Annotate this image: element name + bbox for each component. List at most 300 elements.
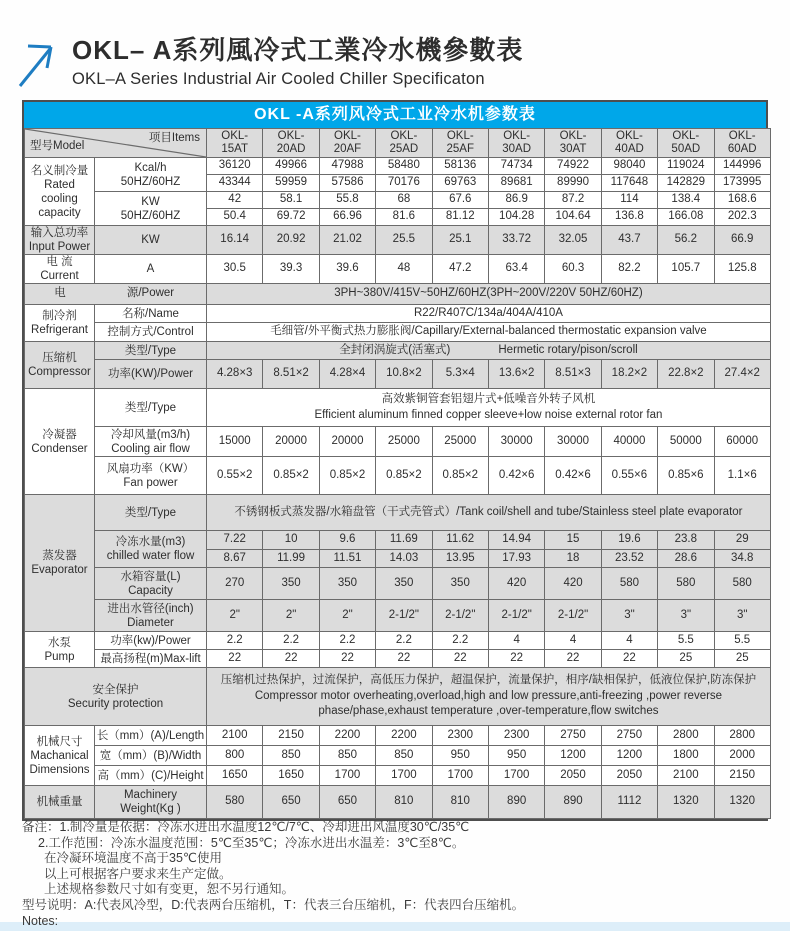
row-label [25, 158, 95, 226]
text-line: 高（mm）(C)/Height [97, 769, 204, 782]
value-cell: 350 [376, 568, 432, 600]
value-cell: 1200 [545, 746, 601, 766]
text-line: cooling [41, 192, 78, 205]
row-label [25, 305, 95, 342]
model-prefix: OKL- [559, 130, 587, 142]
page-header [14, 30, 523, 90]
value-cell: 0.85×2 [263, 457, 319, 495]
model-code: 20AD [276, 143, 306, 155]
value-cell: 580 [658, 568, 714, 600]
text-line: 50HZ/60HZ [120, 209, 181, 222]
value-cell: 810 [376, 786, 432, 819]
value-cell: 4 [601, 632, 657, 650]
model-code: 30AT [559, 143, 587, 155]
text-line: 冷凝器 [42, 428, 77, 441]
value-cell: 144996 [714, 158, 770, 175]
value-cell: 2200 [376, 726, 432, 746]
value-cell: 8.51×2 [263, 360, 319, 389]
text-line: Fan power [123, 476, 178, 489]
note-line: 型号说明：A:代表风冷型，D:代表两台压缩机，T：代表三台压缩机，F：代表四台压缩机。 [22, 897, 525, 912]
value-cell: 850 [376, 746, 432, 766]
model-prefix: OKL- [728, 130, 756, 142]
value-cell: 25.1 [432, 226, 488, 255]
value-cell: 2-1/2" [488, 600, 544, 632]
value-cell: 22 [263, 650, 319, 668]
value-cell: 136.8 [601, 209, 657, 226]
model-header-cell [488, 129, 544, 158]
value-cell: 117648 [601, 175, 657, 192]
value-cell: 69.72 [263, 209, 319, 226]
value-cell: 2750 [601, 726, 657, 746]
text-line: 名义制冷量 [30, 164, 89, 177]
corner-model-label: 型号Model [30, 140, 85, 153]
value-cell: 49966 [263, 158, 319, 175]
value-cell: 2100 [658, 766, 714, 786]
value-cell: 47988 [319, 158, 375, 175]
text-line: Compressor motor overheating,overload,high and low pressure,anti-freezing ,power reverse [254, 689, 723, 702]
note-line: 以上可根据客户要求来生产定做。 [44, 866, 232, 881]
value-cell: 60000 [714, 427, 770, 457]
value-cell: 350 [432, 568, 488, 600]
text-line: 水泵 [48, 636, 71, 649]
page-title-block [72, 30, 523, 89]
value-cell: 20000 [263, 427, 319, 457]
value-cell: 950 [432, 746, 488, 766]
value-cell: 20.92 [263, 226, 319, 255]
model-prefix: OKL- [277, 130, 305, 142]
value-cell: 33.72 [488, 226, 544, 255]
value-cell: 22 [488, 650, 544, 668]
value-cell: 68 [376, 192, 432, 209]
value-cell: 2.2 [432, 632, 488, 650]
text-line: Cooling air flow [111, 442, 190, 455]
text-line: Current [40, 270, 79, 282]
value-cell: 0.55×6 [601, 457, 657, 495]
value-cell: 22 [601, 650, 657, 668]
value-cell: 43344 [207, 175, 263, 192]
value-cell: 21.02 [319, 226, 375, 255]
value-cell: 1650 [263, 766, 319, 786]
corner-items-label: 项目Items [148, 132, 200, 144]
value-cell: 2100 [207, 726, 263, 746]
value-cell: 89990 [545, 175, 601, 192]
value-cell: 66.9 [714, 226, 770, 255]
value-cell: 850 [319, 746, 375, 766]
text-line: 名称/Name [122, 307, 179, 320]
value-cell: 10 [263, 531, 319, 550]
table-banner: OKL -A系列风冷式工业冷水机参数表 [24, 102, 766, 128]
row-label-part: 源/Power [126, 287, 175, 300]
page-subtitle: OKL–A Series Industrial Air Cooled Chiller Specificaton [72, 70, 485, 88]
value-cell: 50.4 [207, 209, 263, 226]
value-cell: 810 [432, 786, 488, 819]
span-value-cell [207, 305, 771, 323]
value-cell: 58480 [376, 158, 432, 175]
model-header-cell [207, 129, 263, 158]
value-cell: 4.28×3 [207, 360, 263, 389]
value-cell: 2-1/2" [376, 600, 432, 632]
value-cell: 39.3 [263, 255, 319, 284]
item-label [95, 568, 207, 600]
note-line: Notes: [22, 913, 59, 928]
value-cell: 66.96 [319, 209, 375, 226]
text-line: 不锈钢板式蒸发器/水箱盘管（干式壳管式）/Tank coil/shell and tube/Stainless steel plate evaporator [234, 505, 743, 518]
text-line: Condenser [31, 442, 88, 455]
value-cell: 55.8 [319, 192, 375, 209]
value-cell: 69763 [432, 175, 488, 192]
text-line: 高效紫铜管套铝翅片式+低噪音外转子风机 [381, 393, 596, 405]
text-line: KW [141, 234, 160, 246]
value-cell: 168.6 [714, 192, 770, 209]
text-line: 功率(kw)/Power [110, 634, 191, 647]
text-line: 安全保护 [92, 683, 139, 696]
item-label [95, 158, 207, 192]
value-cell: 2.2 [263, 632, 319, 650]
text-line: 水箱容量(L) [120, 570, 181, 583]
value-cell: 5.3×4 [432, 360, 488, 389]
value-cell: 17.93 [488, 550, 544, 568]
value-cell: 86.9 [488, 192, 544, 209]
value-cell: 350 [263, 568, 319, 600]
value-cell: 19.6 [601, 531, 657, 550]
text-line: 输入总功率 [30, 227, 89, 239]
value-cell: 2800 [714, 726, 770, 746]
value-cell: 4.28×4 [319, 360, 375, 389]
model-code: 15AT [221, 143, 249, 155]
value-cell: 29 [714, 531, 770, 550]
row-label-part: 电 [54, 287, 66, 300]
value-cell: 0.85×2 [376, 457, 432, 495]
value-cell: 1320 [658, 786, 714, 819]
value-cell: 1700 [432, 766, 488, 786]
text-line: Security protection [67, 697, 164, 710]
value-cell: 4 [488, 632, 544, 650]
text-line: 风扇功率（KW） [106, 462, 195, 475]
value-cell: 580 [207, 786, 263, 819]
value-cell: 11.51 [319, 550, 375, 568]
model-code: 25AF [446, 143, 474, 155]
value-cell: 18.2×2 [601, 360, 657, 389]
item-label [95, 305, 207, 323]
value-cell: 43.7 [601, 226, 657, 255]
value-cell: 42 [207, 192, 263, 209]
model-prefix: OKL- [221, 130, 249, 142]
model-code: 60AD [727, 143, 757, 155]
value-cell: 580 [601, 568, 657, 600]
value-cell: 142829 [658, 175, 714, 192]
value-cell: 0.55×2 [207, 457, 263, 495]
value-cell: 2.2 [207, 632, 263, 650]
value-cell: 850 [263, 746, 319, 766]
value-cell: 114 [601, 192, 657, 209]
value-cell: 7.22 [207, 531, 263, 550]
value-cell: 20000 [319, 427, 375, 457]
item-label [95, 427, 207, 457]
value-cell: 0.42×6 [488, 457, 544, 495]
value-cell: 81.12 [432, 209, 488, 226]
value-cell: 2750 [545, 726, 601, 746]
item-label [95, 766, 207, 786]
value-cell: 119024 [658, 158, 714, 175]
model-prefix: OKL- [446, 130, 474, 142]
value-cell: 36120 [207, 158, 263, 175]
span-value-cell [207, 389, 771, 427]
value-cell: 47.2 [432, 255, 488, 284]
value-cell: 0.85×2 [319, 457, 375, 495]
row-label [25, 226, 95, 255]
value-cell: 59959 [263, 175, 319, 192]
value-cell: 74734 [488, 158, 544, 175]
text-line: 控制方式/Control [107, 326, 194, 338]
value-cell: 420 [545, 568, 601, 600]
model-header-cell [263, 129, 319, 158]
text-line: 全封闭涡旋式(活塞式) [339, 343, 451, 356]
item-label [95, 786, 207, 819]
value-cell: 39.6 [319, 255, 375, 284]
value-cell: 23.52 [601, 550, 657, 568]
text-line: Pump [44, 650, 75, 663]
value-cell: 1112 [601, 786, 657, 819]
value-cell: 580 [714, 568, 770, 600]
value-cell: 15000 [207, 427, 263, 457]
model-code: 20AF [333, 143, 362, 155]
spec-table-wrap [22, 100, 768, 821]
value-cell: 2" [319, 600, 375, 632]
item-label [95, 600, 207, 632]
row-label [25, 284, 207, 305]
page-title: OKL– A系列風冷式工業冷水機參數表 [72, 35, 524, 65]
value-cell: 14.94 [488, 531, 544, 550]
text-line: 类型/Type [124, 401, 177, 414]
note-line: 在冷凝环境温度不高于35℃使用 [44, 851, 222, 866]
model-prefix: OKL- [390, 130, 418, 142]
value-cell: 2" [207, 600, 263, 632]
text-line: 蒸发器 [42, 550, 77, 562]
value-cell: 16.14 [207, 226, 263, 255]
text-line: 电 流 [46, 256, 73, 268]
value-cell: 11.69 [376, 531, 432, 550]
text-line: Compressor [28, 366, 91, 378]
row-label [25, 786, 95, 819]
value-cell: 138.4 [658, 192, 714, 209]
value-cell: 1650 [207, 766, 263, 786]
spec-table [24, 128, 771, 819]
text-line: 最高扬程(m)Max-lift [100, 652, 201, 665]
text-line: KW [141, 195, 160, 208]
text-line: Diameter [127, 616, 174, 629]
text-line: 机械重量 [36, 796, 83, 808]
value-cell: 104.28 [488, 209, 544, 226]
text-line: Efficient aluminum finned copper sleeve+low noise external rotor fan [314, 408, 663, 421]
row-label [25, 726, 95, 786]
text-line: 长（mm）(A)/Length [96, 729, 205, 742]
value-cell: 11.62 [432, 531, 488, 550]
span-value-cell [207, 668, 771, 726]
value-cell: 11.99 [263, 550, 319, 568]
span-value-cell [207, 495, 771, 531]
model-header-cell [714, 129, 770, 158]
value-cell: 1700 [376, 766, 432, 786]
value-cell: 58.1 [263, 192, 319, 209]
text-line: Capacity [128, 584, 173, 597]
text-line: phase/phase,exhaust temperature ,over-temperature,flow switches [318, 705, 659, 718]
value-cell: 22 [376, 650, 432, 668]
value-cell: 3" [601, 600, 657, 632]
value-cell: 57586 [319, 175, 375, 192]
value-cell: 25000 [376, 427, 432, 457]
model-prefix: OKL- [672, 130, 700, 142]
value-cell: 22.8×2 [658, 360, 714, 389]
value-cell: 8.67 [207, 550, 263, 568]
text-line: Dimensions [29, 763, 90, 776]
text-line: 类型/Type [124, 344, 177, 357]
text-line: 机械尺寸 [36, 735, 83, 748]
value-cell: 125.8 [714, 255, 770, 284]
value-cell: 890 [488, 786, 544, 819]
value-cell: 2.2 [319, 632, 375, 650]
text-line: 冷冻水量(m3) [115, 536, 186, 548]
value-cell: 420 [488, 568, 544, 600]
value-cell: 890 [545, 786, 601, 819]
model-code: 40AD [615, 143, 644, 155]
value-cell: 270 [207, 568, 263, 600]
text-line: A [146, 263, 155, 275]
item-label [95, 323, 207, 342]
value-cell: 30.5 [207, 255, 263, 284]
model-header-cell [545, 129, 601, 158]
value-cell: 22 [319, 650, 375, 668]
value-cell: 10.8×2 [376, 360, 432, 389]
value-cell: 60.3 [545, 255, 601, 284]
value-cell: 28.6 [658, 550, 714, 568]
text-line: Weight(Kg ) [120, 803, 181, 815]
value-cell: 87.2 [545, 192, 601, 209]
text-line: 压缩机过热保护，过流保护，高低压力保护，超温保护，流量保护，相序/缺相保护，低液位保护,防冻保护 [220, 674, 757, 687]
value-cell: 1.1×6 [714, 457, 770, 495]
value-cell: 1800 [658, 746, 714, 766]
item-label [95, 389, 207, 427]
value-cell: 2050 [545, 766, 601, 786]
note-line: 上述规格参数尺寸如有变更，恕不另行通知。 [44, 882, 295, 897]
item-label [95, 226, 207, 255]
span-value-cell [207, 342, 771, 360]
text-line: chilled water flow [106, 550, 195, 562]
value-cell: 650 [263, 786, 319, 819]
value-cell: 800 [207, 746, 263, 766]
value-cell: 2150 [714, 766, 770, 786]
value-cell: 2" [263, 600, 319, 632]
note-line: 2.工作范围：冷冻水温度范围：5℃至35℃；冷冻水进出水温差：3℃至8℃。 [38, 835, 465, 850]
value-cell: 25 [658, 650, 714, 668]
value-cell: 1320 [714, 786, 770, 819]
value-cell: 25 [714, 650, 770, 668]
value-cell: 1700 [488, 766, 544, 786]
value-cell: 2300 [488, 726, 544, 746]
value-cell: 2.2 [376, 632, 432, 650]
value-cell: 173995 [714, 175, 770, 192]
value-cell: 81.6 [376, 209, 432, 226]
item-label [95, 457, 207, 495]
item-label [95, 192, 207, 226]
item-label [95, 632, 207, 650]
text-line: Refrigerant [31, 324, 88, 336]
value-cell: 650 [319, 786, 375, 819]
item-label [95, 726, 207, 746]
item-label [95, 255, 207, 284]
text-line: capacity [38, 206, 81, 219]
value-cell: 2-1/2" [432, 600, 488, 632]
text-line: Hermetic rotary/pison/scroll [498, 343, 638, 356]
value-cell: 3" [714, 600, 770, 632]
model-header-cell [319, 129, 375, 158]
value-cell: 4 [545, 632, 601, 650]
span-value-cell [207, 323, 771, 342]
text-line: R22/R407C/134a/404A/410A [413, 306, 563, 319]
text-line: 宽（mm）(B)/Width [99, 749, 202, 762]
value-cell: 22 [207, 650, 263, 668]
text-line: Machanical [30, 749, 89, 762]
note-line: 备注：1.制冷量是依据：冷冻水进出水温度12℃/7℃、冷却进出风温度30℃/35℃ [22, 820, 470, 834]
row-label [25, 495, 95, 632]
text-line: 压缩机 [42, 352, 77, 364]
value-cell: 1200 [601, 746, 657, 766]
value-cell: 2200 [319, 726, 375, 746]
value-cell: 2150 [263, 726, 319, 746]
value-cell: 0.85×6 [658, 457, 714, 495]
row-label [25, 342, 95, 389]
model-code: 50AD [671, 143, 701, 155]
value-cell: 2000 [714, 746, 770, 766]
text-line: 制冷剂 [42, 310, 77, 322]
item-label [95, 495, 207, 531]
value-cell: 2-1/2" [545, 600, 601, 632]
model-header-cell [601, 129, 657, 158]
notes-block [22, 820, 766, 929]
item-label [95, 360, 207, 389]
text-line: 功率(KW)/Power [108, 368, 193, 380]
value-cell: 74922 [545, 158, 601, 175]
text-line: 毛细管/外平衡式热力膨胀阀/Capillary/External-balanced thermostatic expansion valve [270, 325, 707, 338]
text-line: 50HZ/60HZ [120, 175, 181, 188]
value-cell: 50000 [658, 427, 714, 457]
value-cell: 70176 [376, 175, 432, 192]
value-cell: 8.51×3 [545, 360, 601, 389]
model-header-cell [432, 129, 488, 158]
value-cell: 32.05 [545, 226, 601, 255]
text-line: 进出水管径(inch) [107, 602, 194, 615]
value-cell: 202.3 [714, 209, 770, 226]
value-cell: 13.95 [432, 550, 488, 568]
text-line: Input Power [28, 241, 91, 253]
value-cell: 48 [376, 255, 432, 284]
value-cell: 15 [545, 531, 601, 550]
value-cell: 3" [658, 600, 714, 632]
value-cell: 56.2 [658, 226, 714, 255]
value-cell: 30000 [488, 427, 544, 457]
corner-cell [25, 129, 207, 158]
value-cell: 2300 [432, 726, 488, 746]
value-cell: 9.6 [319, 531, 375, 550]
value-cell: 30000 [545, 427, 601, 457]
value-cell: 105.7 [658, 255, 714, 284]
value-cell: 1700 [319, 766, 375, 786]
row-label [25, 632, 95, 668]
value-cell: 166.08 [658, 209, 714, 226]
value-cell: 67.6 [432, 192, 488, 209]
item-label [95, 531, 207, 568]
value-cell: 2050 [601, 766, 657, 786]
model-prefix: OKL- [616, 130, 643, 142]
